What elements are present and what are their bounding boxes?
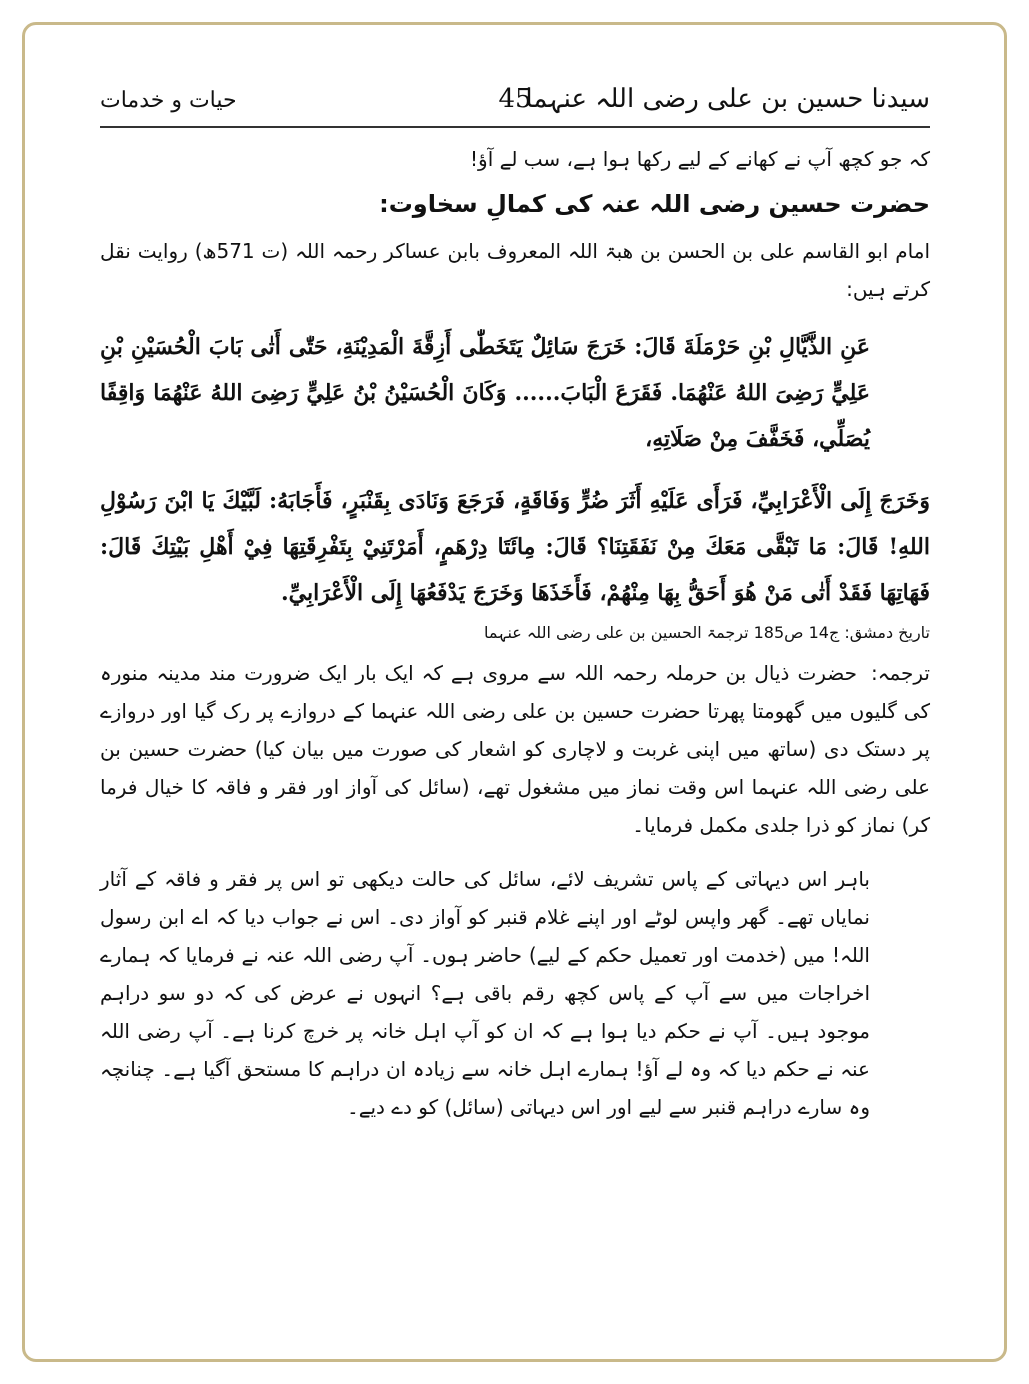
- arabic-text-2: وَخَرَجَ إِلَى الْأَعْرَابِيِّ، فَرَأَى عَلَيْهِ أَثَرَ ضُرٍّ وَفَاقَةٍ، فَرَجَعَ وَنَادَى بِقَنْبَرٍ، فَأَجَابَهُ: لَبَّيْكَ يَا ابْنَ رَسُوْلِ اللهِ! قَالَ: مَا تَبْقَّى مَعَكَ مِنْ نَفَقَتِنَا؟ قَالَ: مِائَتَا دِرْهَمٍ، أَمَرْتَنِيْ بِتَفْرِقَتِهَا فِيْ أَهْلِ بَيْتِكَ قَالَ: فَهَاتِهَا فَقَدْ أَتٰى مَنْ هُوَ أَحَقُّ بِهَا مِنْهُمْ، فَأَخَذَهَا وَخَرَجَ يَدْفَعُهَا إِلَى الْأَعْرَابِيِّ.: [100, 488, 930, 606]
- reference-citation: تاریخ دمشق: ج14 ص185 ترجمۃ الحسین بن علی رضی اللہ عنہما: [483, 623, 930, 642]
- page-content: [100, 140, 930, 1126]
- narration-intro: امام ابو القاسم علی بن الحسن بن ھبۃ اللہ المعروف بابن عساکر رحمہ اللہ (ت 571ھ) روایت نقل کرتے ہیں:: [100, 239, 930, 301]
- section-heading: حضرت حسین رضی اللہ عنہ کی کمالِ سخاوت:: [379, 190, 930, 218]
- translation-text: حضرت ذیال بن حرملہ رحمہ اللہ سے مروی ہے کہ ایک بار ایک ضرورت مند مدینہ منورہ کی گلیوں میں گھومتا پھرتا حضرت حسین بن علی رضی اللہ عنہما کے دروازے پر رک گیا اور دروازے پر دستک دی (ساتھ میں اپنی غربت و لاچاری کو اشعار کی صورت میں بیان کیا) حضرت حسین بن علی رضی اللہ عنہما اس وقت نماز میں مشغول تھے، (سائل کی آواز اور فقر و فاقہ کا خیال فرما کر) نماز کو ذرا جلدی مکمل فرمایا۔: [100, 661, 930, 837]
- book-title: سیدنا حسین بن علی رضی اللہ عنہما: [525, 84, 930, 114]
- section-title: حیات و خدمات: [100, 88, 237, 113]
- page-header: [100, 78, 930, 128]
- intro-line: کہ جو کچھ آپ نے کھانے کے لیے رکھا ہوا ہے، سب لے آؤ!: [470, 147, 930, 171]
- page-number: 45: [498, 84, 532, 114]
- paragraph-2: باہر اس دیہاتی کے پاس تشریف لائے، سائل کی حالت دیکھی تو اس پر فقر و فاقہ کے آثار نمایاں تھے۔ گھر واپس لوٹے اور اپنے غلام قنبر کو آواز دی۔ اس نے جواب دیا کہ اے ابن رسول اللہ! میں (خدمت اور تعمیل حکم کے لیے) حاضر ہوں۔ آپ رضی اللہ عنہ نے فرمایا کہ ہمارے اخراجات میں سے آپ کے پاس کچھ رقم باقی ہے؟ انہوں نے عرض کی کہ دو سو دراہم موجود ہیں۔ آپ نے حکم دیا ہوا ہے کہ ان کو آپ اہل خانہ پر خرچ کرنا ہے۔ آپ رضی اللہ عنہ نے حکم دیا کہ وہ لے آؤ! ہمارے اہل خانہ سے زیادہ ان دراہم کا مستحق آگیا ہے۔ چنانچہ وہ سارے دراہم قنبر سے لیے اور اس دیہاتی (سائل) کو دے دیے۔: [100, 867, 871, 1119]
- arabic-text-1: عَنِ الذَّيَّالِ بْنِ حَرْمَلَةَ قَالَ: خَرَجَ سَائِلٌ يَتَخَطّٰى أَزِقَّةَ الْمَدِيْنَةِ، حَتّٰى أَتٰى بَابَ الْحُسَيْنِ بْنِ عَلِيٍّ رَضِىَ اللهُ عَنْهُمَا. فَقَرَعَ الْبَابَ...... وَكَانَ الْحُسَيْنُ بْنُ عَلِيٍّ رَضِىَ اللهُ عَنْهُمَا وَاقِفًا يُصَلِّي، فَخَفَّفَ مِنْ صَلَاتِهِ،: [100, 334, 870, 452]
- translation-paragraph: [100, 654, 930, 844]
- translation-label: ترجمہ:: [871, 661, 930, 685]
